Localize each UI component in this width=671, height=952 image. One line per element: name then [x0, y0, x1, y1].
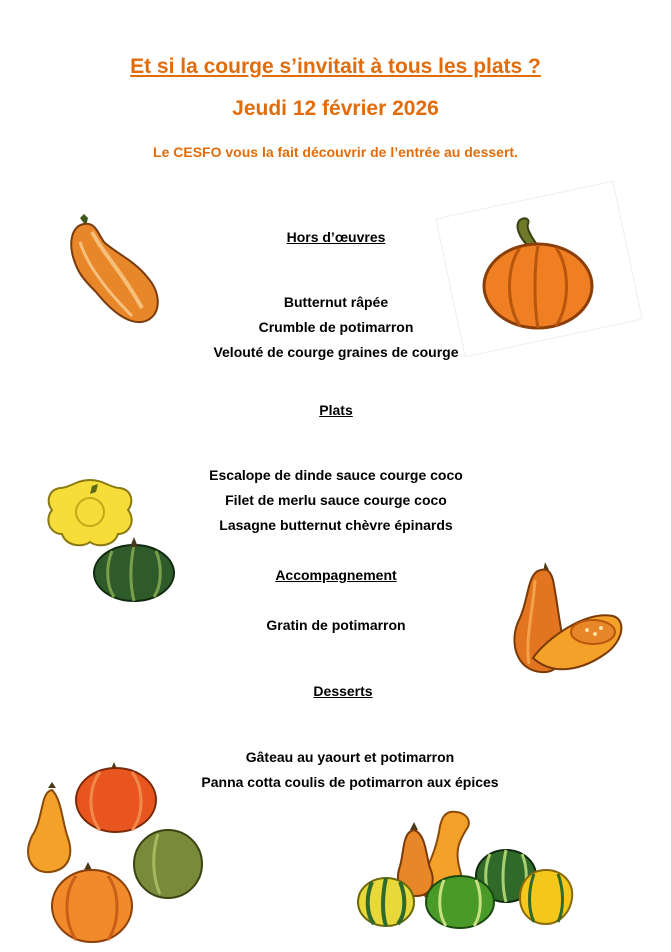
squash-pile-icon [332, 810, 580, 934]
dish-item: Escalope de dinde sauce courge coco [209, 467, 463, 483]
intro-text: Le CESFO vous la fait découvrir de l’entrée au dessert. [153, 144, 518, 160]
pumpkin-icon [480, 216, 596, 332]
dish-item: Butternut râpée [283, 294, 389, 310]
page-title: Et si la courge s’invitait à tous les plats ? [130, 55, 541, 78]
heading-accompagnement: Accompagnement [275, 567, 397, 583]
heading-hors-doeuvres: Hors d’œuvres [286, 229, 386, 245]
dish-item: Lasagne butternut chèvre épinards [219, 517, 453, 533]
dish-item: Gâteau au yaourt et potimarron [245, 749, 455, 765]
butternut-squash-icon [62, 212, 162, 332]
dish-item: Gratin de potimarron [266, 617, 406, 633]
dish-item: Panna cotta coulis de potimarron aux épices [201, 774, 499, 790]
dish-item: Crumble de potimarron [258, 319, 414, 335]
svg-text:·: · [332, 820, 336, 831]
dish-item: Velouté de courge graines de courge [213, 344, 459, 360]
heading-desserts: Desserts [313, 683, 373, 699]
heading-plats: Plats [319, 402, 353, 418]
cut-butternut-icon [505, 560, 625, 678]
event-date: Jeudi 12 février 2026 [232, 97, 439, 120]
squash-pile-icon [18, 752, 214, 948]
dish-item: Filet de merlu sauce courge coco [225, 492, 447, 508]
green-squash-icon [92, 535, 176, 603]
